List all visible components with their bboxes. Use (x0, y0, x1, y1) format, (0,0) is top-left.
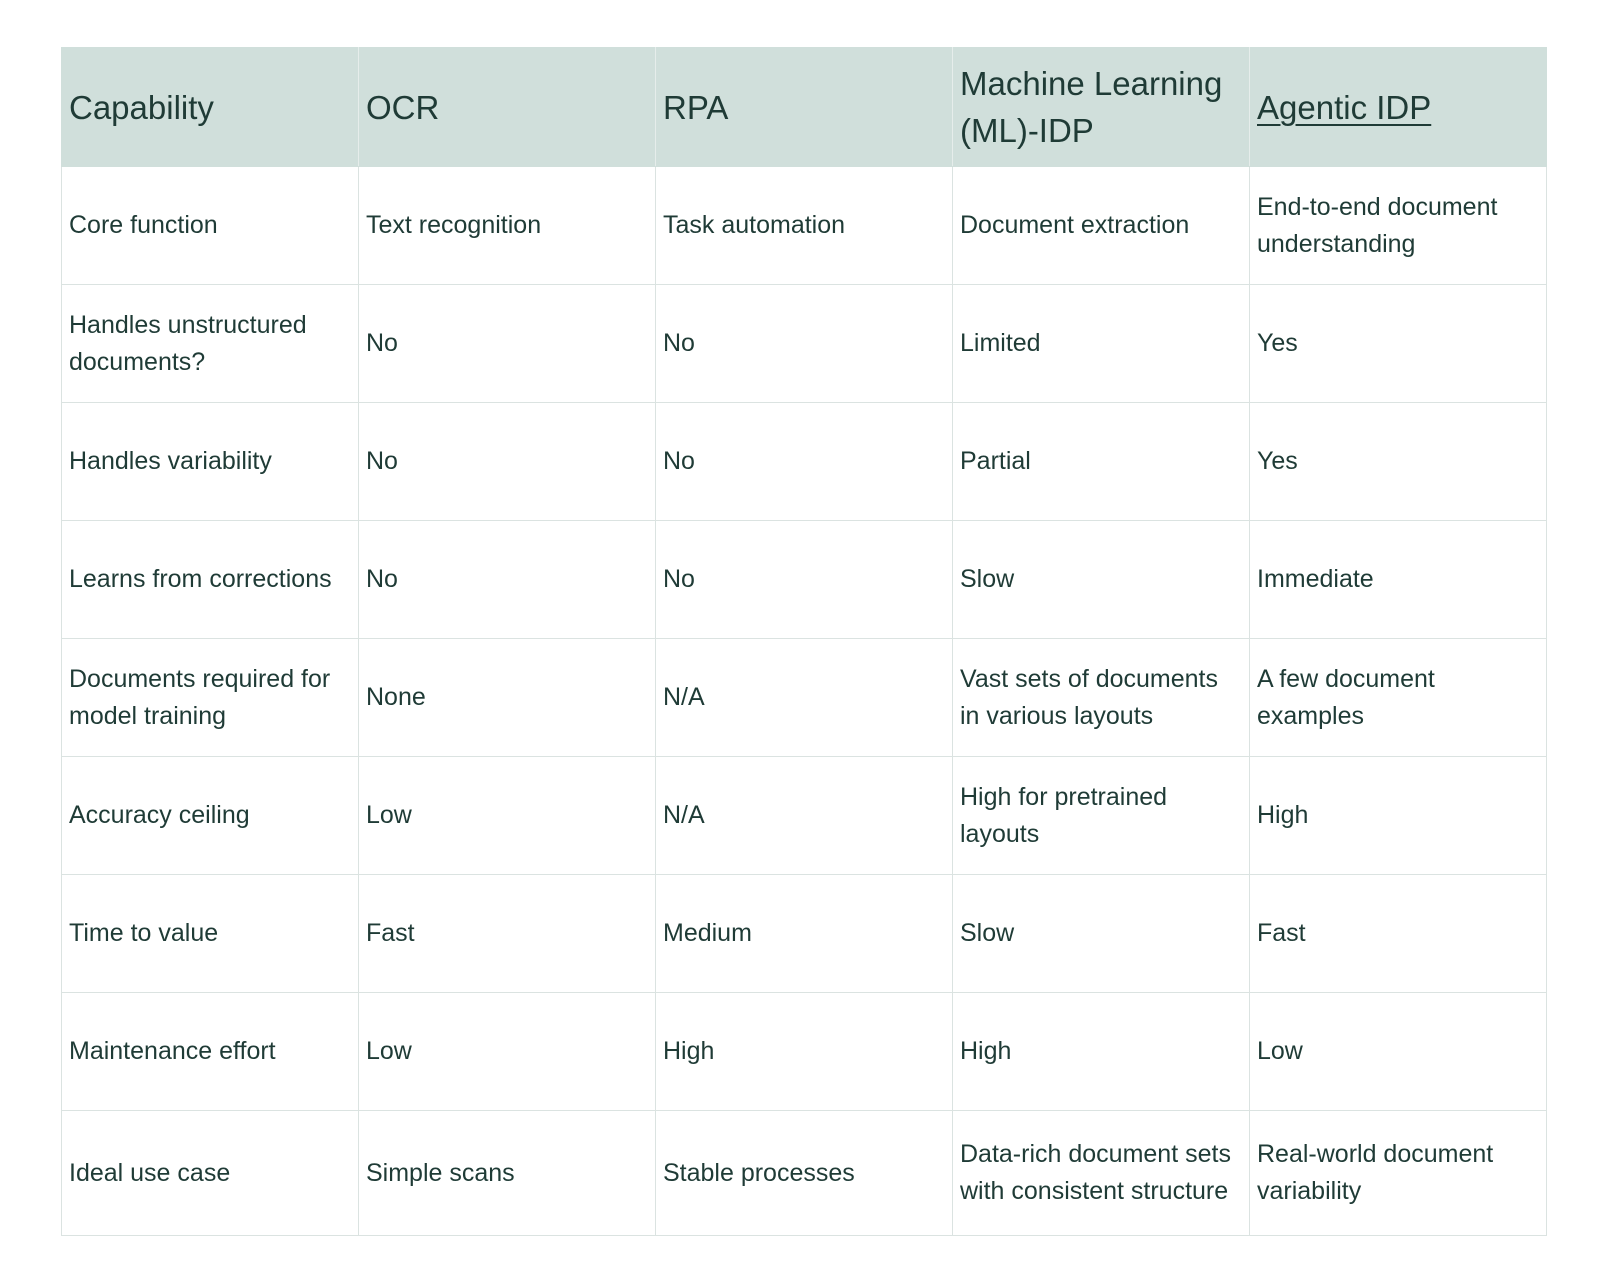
cell-ml-idp: Document extraction (953, 167, 1250, 285)
cell-rpa: N/A (656, 757, 953, 875)
table-header (62, 48, 1547, 167)
cell-ml-idp: Limited (953, 285, 1250, 403)
row-label: Handles variability (62, 403, 359, 521)
cell-agentic-idp: A few document examples (1250, 639, 1547, 757)
header-capability: Capability (62, 48, 359, 167)
comparison-table-container (61, 47, 1547, 1236)
row-label: Ideal use case (62, 1111, 359, 1236)
cell-ocr: No (359, 285, 656, 403)
row-label: Documents required for model training (62, 639, 359, 757)
table-row (62, 167, 1547, 285)
row-label: Accuracy ceiling (62, 757, 359, 875)
cell-ml-idp: Slow (953, 521, 1250, 639)
cell-ml-idp: High (953, 993, 1250, 1111)
cell-ocr: None (359, 639, 656, 757)
table-row (62, 875, 1547, 993)
row-label: Maintenance effort (62, 993, 359, 1111)
cell-rpa: Stable processes (656, 1111, 953, 1236)
row-label: Learns from corrections (62, 521, 359, 639)
cell-ocr: Low (359, 757, 656, 875)
cell-ml-idp: High for pretrained layouts (953, 757, 1250, 875)
cell-ml-idp: Vast sets of documents in various layouts (953, 639, 1250, 757)
comparison-table (61, 47, 1547, 1236)
cell-rpa: N/A (656, 639, 953, 757)
header-ocr: OCR (359, 48, 656, 167)
cell-ocr: Simple scans (359, 1111, 656, 1236)
agentic-idp-link[interactable]: Agentic IDP (1257, 88, 1432, 126)
cell-ml-idp: Slow (953, 875, 1250, 993)
cell-ocr: Fast (359, 875, 656, 993)
cell-rpa: Medium (656, 875, 953, 993)
table-row (62, 757, 1547, 875)
cell-ocr: No (359, 403, 656, 521)
header-ml-idp: Machine Learning (ML)-IDP (953, 48, 1250, 167)
cell-ml-idp: Partial (953, 403, 1250, 521)
header-rpa: RPA (656, 48, 953, 167)
cell-rpa: Task automation (656, 167, 953, 285)
table-body (62, 167, 1547, 1236)
row-label: Handles unstructured documents? (62, 285, 359, 403)
cell-agentic-idp: Low (1250, 993, 1547, 1111)
cell-rpa: No (656, 403, 953, 521)
table-row (62, 285, 1547, 403)
header-agentic-idp (1250, 48, 1547, 167)
cell-agentic-idp: Immediate (1250, 521, 1547, 639)
cell-ocr: No (359, 521, 656, 639)
table-row (62, 639, 1547, 757)
cell-agentic-idp: Yes (1250, 285, 1547, 403)
cell-agentic-idp: Real-world document variability (1250, 1111, 1547, 1236)
cell-agentic-idp: Fast (1250, 875, 1547, 993)
cell-ml-idp: Data-rich document sets with consistent structure (953, 1111, 1250, 1236)
row-label: Time to value (62, 875, 359, 993)
table-row (62, 1111, 1547, 1236)
cell-agentic-idp: End-to-end document understanding (1250, 167, 1547, 285)
table-row (62, 403, 1547, 521)
cell-agentic-idp: Yes (1250, 403, 1547, 521)
table-row (62, 521, 1547, 639)
header-row (62, 48, 1547, 167)
cell-rpa: No (656, 285, 953, 403)
cell-rpa: High (656, 993, 953, 1111)
cell-agentic-idp: High (1250, 757, 1547, 875)
table-row (62, 993, 1547, 1111)
cell-ocr: Low (359, 993, 656, 1111)
row-label: Core function (62, 167, 359, 285)
cell-rpa: No (656, 521, 953, 639)
cell-ocr: Text recognition (359, 167, 656, 285)
